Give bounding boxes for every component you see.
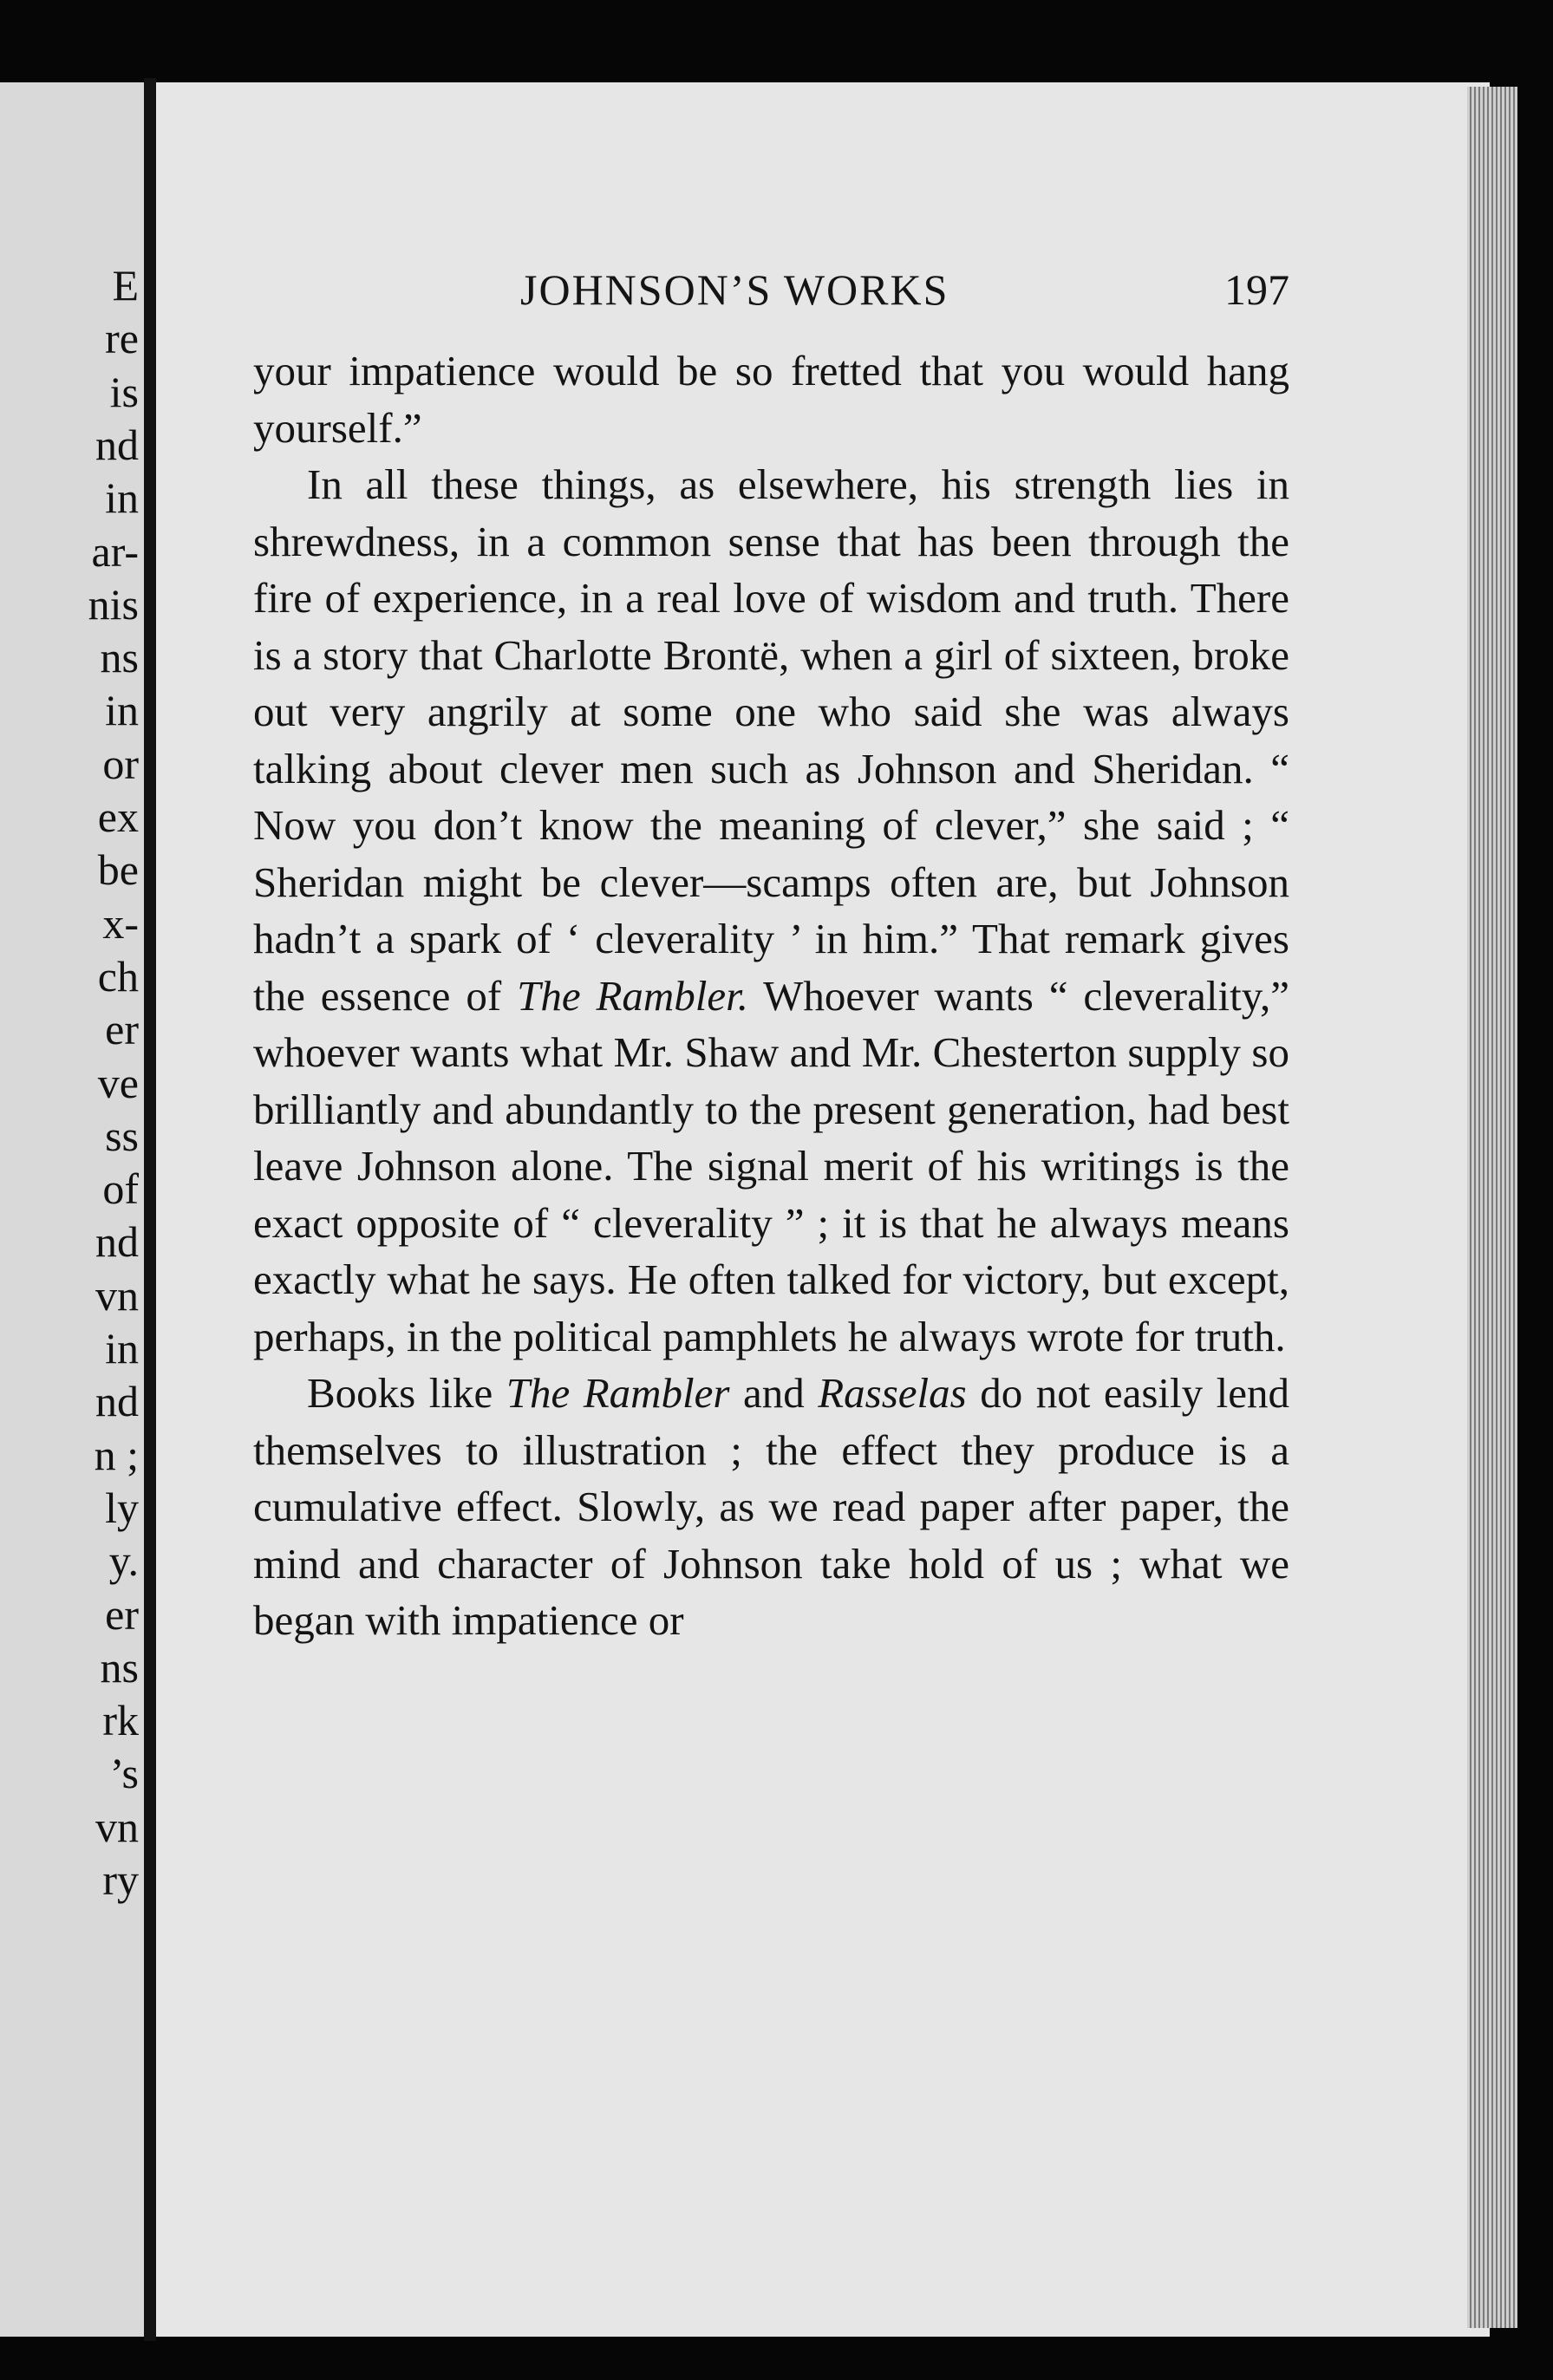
facing-page-fragment: ly (105, 1483, 139, 1532)
paragraph-continued: your impatience would be so fretted that you would hang yourself.” (253, 347, 1289, 452)
facing-page-fragment: ’s (109, 1749, 139, 1798)
facing-page-fragment: er (105, 1589, 139, 1639)
facing-page-fragment: vn (95, 1802, 139, 1851)
paragraph-books (253, 1365, 1289, 1649)
facing-page-fragment: ex (97, 792, 139, 841)
book-title: The Rambler (506, 1369, 730, 1417)
facing-page-fragment: nis (88, 579, 139, 629)
running-head: JOHNSON’S WORKS (520, 265, 949, 314)
paragraph-text: Whoever wants “ cleverality,” whoever wants what Mr. Shaw and Mr. Chesterton supply so brilliantly and abundantly to the present generation, had best leave Johnson alone. The signal merit of his writings is the exact opposite of “ cleverality ” ; it is that he always means exactly what he says. He often talked for victory, but except, perhaps, in the political pamphlets he always wrote for truth. (253, 971, 1290, 1360)
paragraph-text: In all these things, as elsewhere, his strength lies in shrewdness, in a common sense that has been through the fire of experience, in a real love of wisdom and truth. There is a story that Charlotte Brontë, when a girl of sixteen, broke out very angrily at some one who said she was always talking about clever men such as Johnson and Sheridan. “ Now you don’t know the meaning of clever,” she said ; “ Sheridan might be clever—scamps often are, but Johnson hadn’t a spark of ‘ cleverality ’ in him.” That remark gives the essence of (253, 460, 1289, 1020)
page-body (253, 342, 1289, 1649)
facing-page-fragment: be (97, 845, 139, 895)
facing-page-fragment: n ; (94, 1430, 139, 1479)
facing-page-fragment: nd (95, 1217, 139, 1267)
facing-page-fragment: er (105, 1005, 139, 1054)
facing-page-fragment: x- (102, 898, 139, 948)
facing-page-fragment: vn (95, 1270, 139, 1320)
book-title: Rasselas (818, 1369, 967, 1417)
facing-page-fragment: in (105, 1324, 139, 1373)
paragraph-text: Books like (307, 1369, 506, 1417)
book-title: The Rambler. (517, 971, 749, 1020)
facing-page-fragment: E (112, 261, 139, 310)
facing-page-fragment: of (102, 1164, 139, 1214)
facing-page-fragment: y. (108, 1536, 139, 1586)
page-edge (1467, 87, 1517, 2328)
facing-page-fragment: nd (95, 1377, 139, 1426)
paragraph-strength (253, 456, 1289, 1365)
paragraph-text: do not easily lend themselves to illustration ; the effect they produce is a cumulative effect. Slowly, as we read paper after paper, the mind and character of Johnson take hold of us ; what we began with impatience or (253, 1369, 1289, 1644)
binding-gutter (144, 78, 156, 2341)
facing-page-fragment: ns (100, 633, 139, 682)
facing-page-fragment: rk (102, 1696, 139, 1745)
facing-page-fragment: is (109, 367, 139, 416)
page-header (253, 264, 1289, 316)
facing-page (0, 82, 146, 2337)
paragraph-text: and (729, 1369, 819, 1417)
facing-page-fragment: in (105, 473, 139, 523)
facing-page-fragment: ar- (91, 526, 139, 576)
facing-page-fragment: in (105, 686, 139, 735)
facing-page-fragment: re (105, 314, 139, 363)
facing-page-fragment: ry (102, 1855, 139, 1904)
facing-page-fragment: ss (105, 1111, 139, 1160)
facing-page-fragment: ch (97, 951, 139, 1001)
page-number: 197 (1224, 265, 1289, 314)
facing-page-fragment: ve (97, 1058, 139, 1107)
facing-page-fragment: ns (100, 1642, 139, 1692)
facing-page-fragment: nd (95, 420, 139, 469)
facing-page-fragment: or (102, 739, 139, 788)
